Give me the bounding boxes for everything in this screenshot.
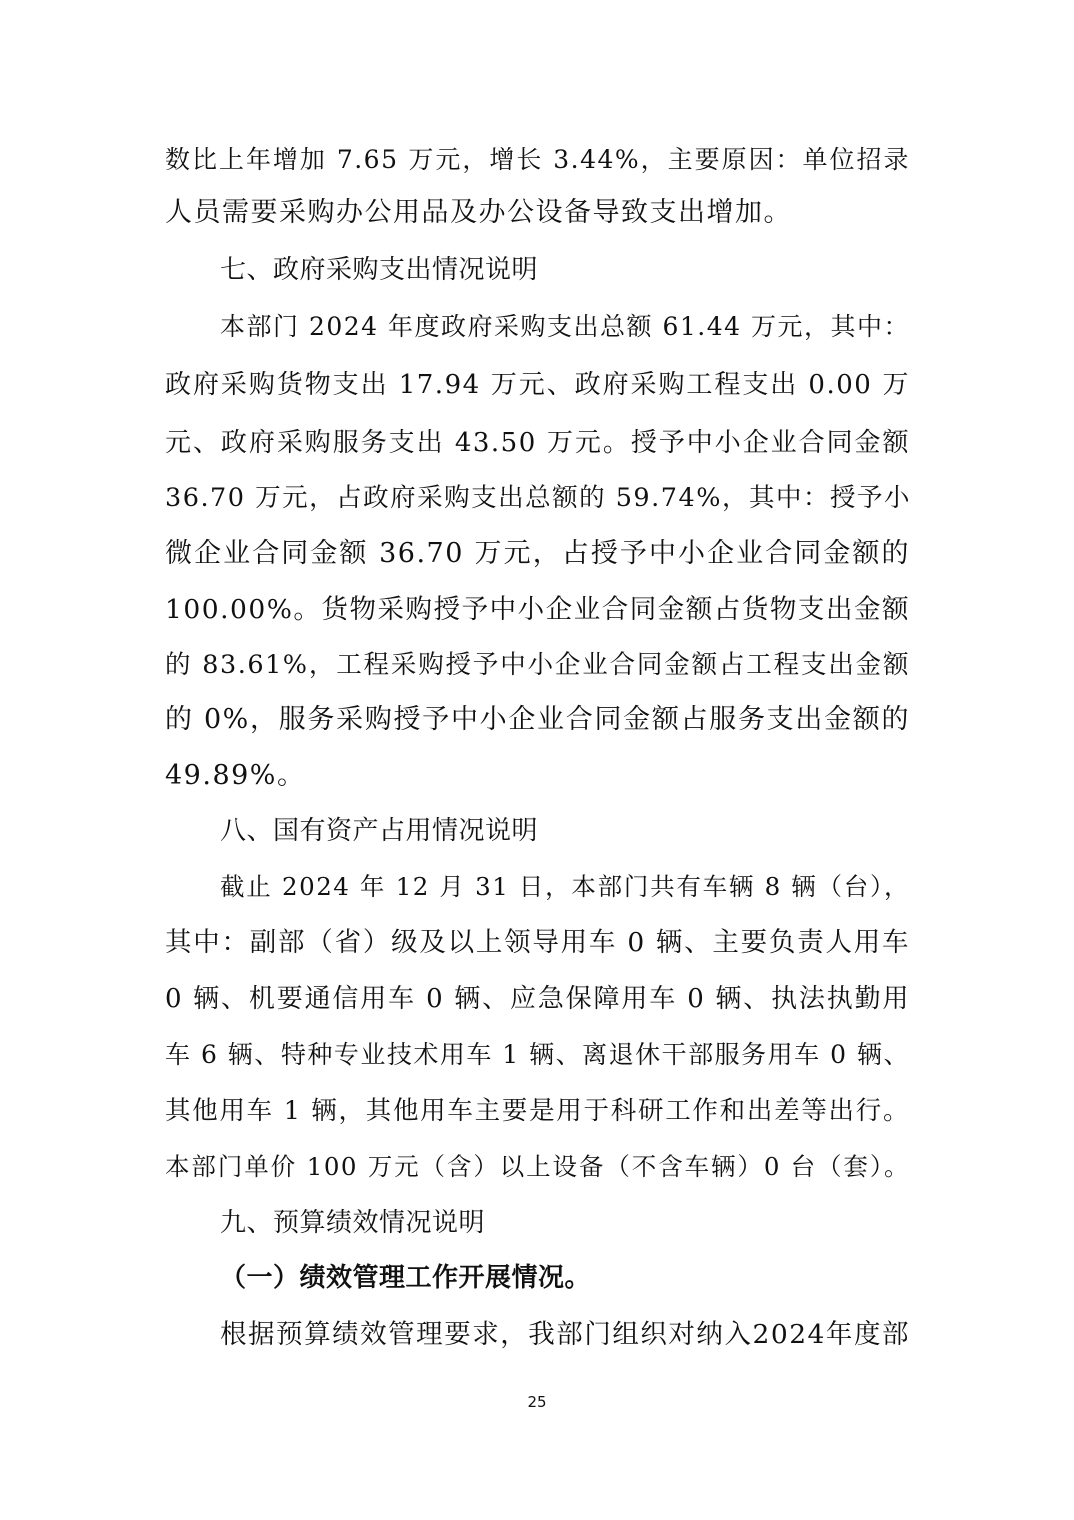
paragraph-line: 微企业合同金额 36.70 万元，占授予中小企业合同金额的 [165,538,910,569]
paragraph-line: 截止 2024 年 12 月 31 日，本部门共有车辆 8 辆（台）， [220,872,910,901]
paragraph-line: 其他用车 1 辆，其他用车主要是用于科研工作和出差等出行。 [165,1096,910,1126]
paragraph-line: 36.70 万元，占政府采购支出总额的 59.74%，其中：授予小 [165,483,911,513]
paragraph-line: 的 83.61%，工程采购授予中小企业合同金额占工程支出金额 [165,650,910,680]
paragraph-line: 政府采购货物支出 17.94 万元、政府采购工程支出 0.00 万 [165,370,910,400]
paragraph-line: 数比上年增加 7.65 万元，增长 3.44%，主要原因：单位招录 [165,145,910,174]
section-heading-eight: 八、国有资产占用情况说明 [220,816,539,846]
section-heading-seven: 七、政府采购支出情况说明 [220,255,539,285]
paragraph-line: 的 0%，服务采购授予中小企业合同金额占服务支出金额的 [165,704,910,735]
paragraph-line: 人员需要采购办公用品及办公设备导致支出增加。 [165,197,792,228]
paragraph-line: 本部门 2024 年度政府采购支出总额 61.44 万元，其中： [220,312,910,341]
subsection-heading-one: （一）绩效管理工作开展情况。 [220,1263,592,1293]
paragraph-line: 本部门单价 100 万元（含）以上设备（不含车辆）0 台（套）。 [165,1152,910,1181]
page-number: 25 [527,1393,547,1411]
paragraph-line: 根据预算绩效管理要求，我部门组织对纳入2024年度部 [220,1319,910,1350]
section-heading-nine: 九、预算绩效情况说明 [220,1208,486,1238]
paragraph-line: 其中：副部（省）级及以上领导用车 0 辆、主要负责人用车 [165,927,910,958]
paragraph-line: 49.89%。 [165,760,306,791]
paragraph-line: 元、政府采购服务支出 43.50 万元。授予中小企业合同金额 [165,428,910,458]
paragraph-line: 车 6 辆、特种专业技术用车 1 辆、离退休干部服务用车 0 辆、 [165,1040,910,1069]
paragraph-line: 100.00%。货物采购授予中小企业合同金额占货物支出金额 [165,594,910,625]
paragraph-line: 0 辆、机要通信用车 0 辆、应急保障用车 0 辆、执法执勤用 [165,984,910,1014]
